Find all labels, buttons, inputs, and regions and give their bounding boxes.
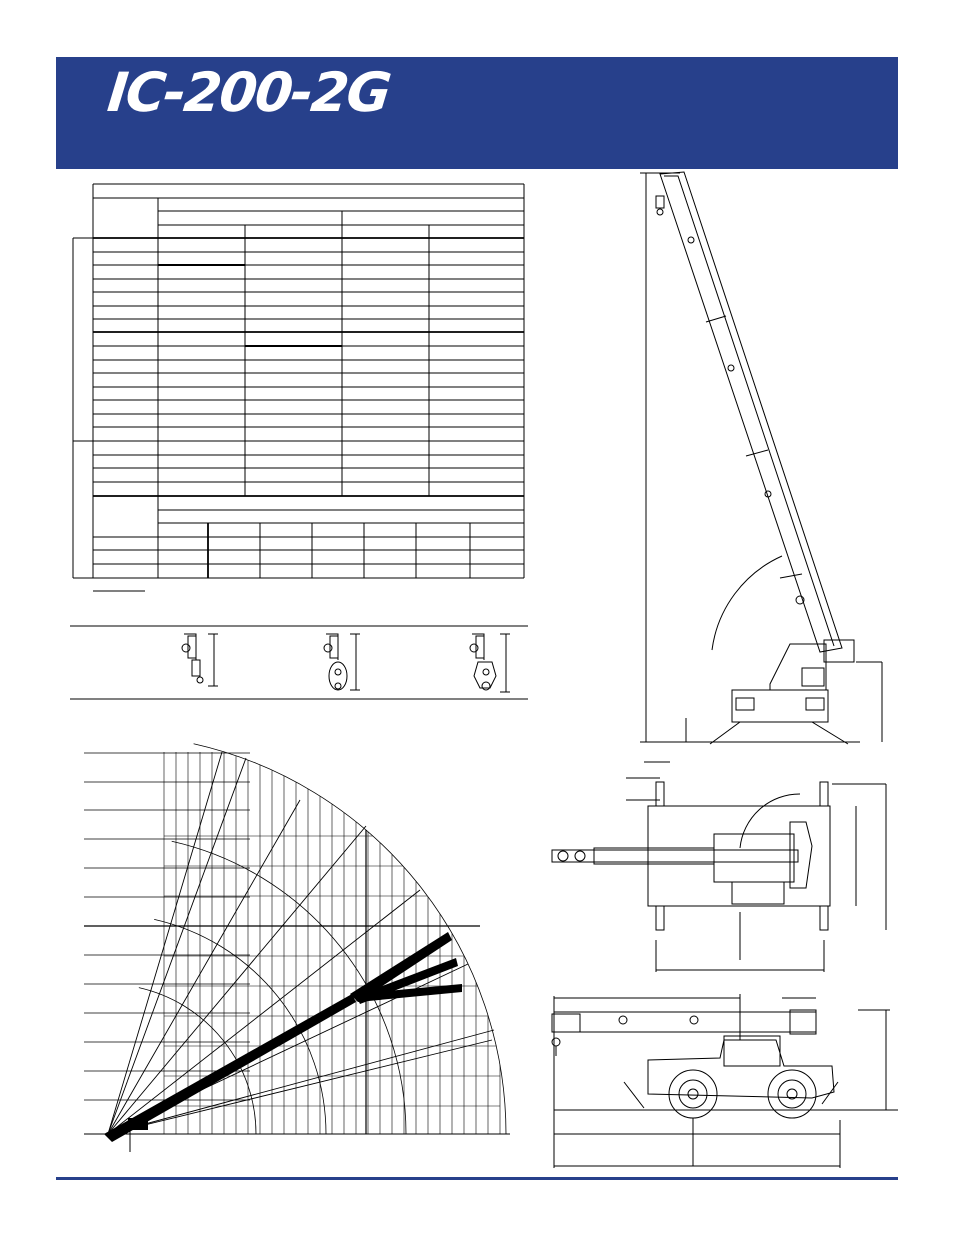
page-title: IC-200-2G (104, 61, 393, 124)
footer-rule (56, 1177, 898, 1180)
